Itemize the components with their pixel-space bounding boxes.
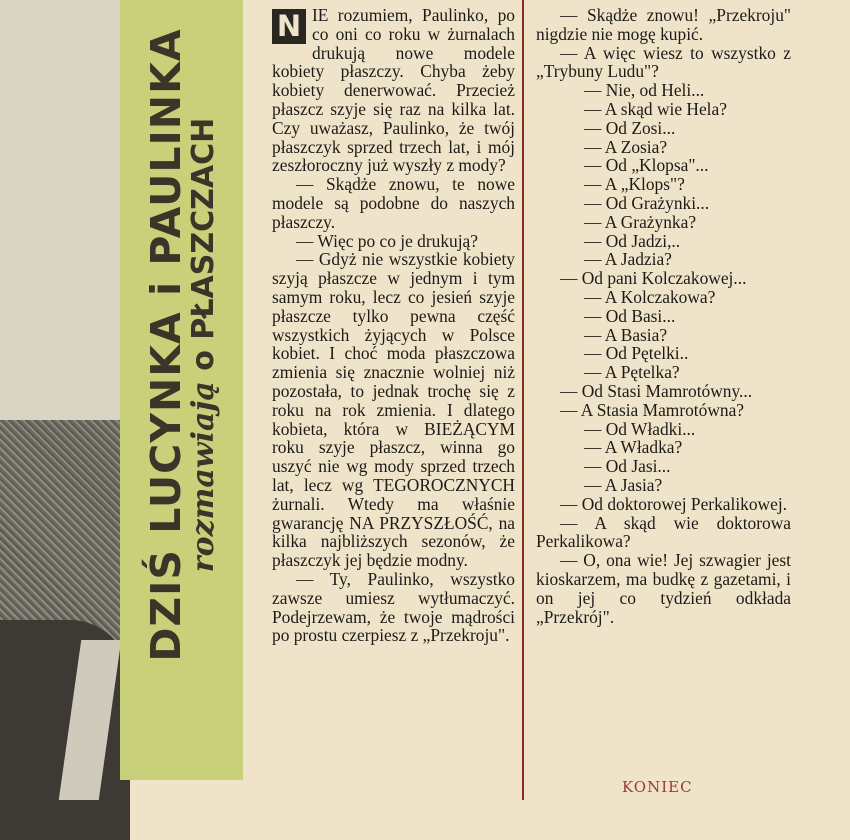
paragraph: — A więc wiesz to wszystko z „Trybuny Ludu"? [536, 42, 791, 82]
paragraph: — Od doktorowej Perkalikowej. [560, 493, 788, 514]
paragraph: — Od Stasi Mamrotówny... [560, 380, 753, 401]
dialogue-line: — Od Władki... [584, 418, 696, 439]
dialogue-line: — A skąd wie Hela? [584, 98, 727, 119]
dialogue-line: — Nie, od Heli... [584, 80, 705, 101]
title-sub-italic: rozmawiają [185, 381, 221, 573]
title-sub [185, 117, 221, 573]
title-main: DZIŚ LUCYNKA i PAULINKA [141, 28, 190, 662]
title-sub-rest: o PŁASZCZACH [185, 117, 221, 371]
end-mark: KONIEC [622, 778, 693, 796]
dialogue-line: — Od Pętelki.. [584, 343, 689, 364]
dialogue-line: — A Jasia? [584, 474, 663, 495]
text-column-2 [536, 6, 791, 626]
dialogue-line: — Od „Klopsa"... [584, 155, 709, 176]
dialogue-line: — A Grażynka? [584, 211, 697, 232]
paragraph: — Ty, Paulinko, wszystko zawsze umiesz wytłumaczyć. Podejrzewam, że twoje mądrości po prostu czerpiesz z „Przekroju". [272, 568, 515, 646]
dialogue-line: — A Pętelka? [584, 362, 680, 383]
dialogue-line: — A „Klops"? [584, 174, 685, 195]
dialogue-line: — A Zosia? [584, 136, 668, 157]
dialogue-line: — Od Zosi... [584, 117, 676, 138]
paragraph: — Skądże znowu, te nowe modele są podobne do naszych płaszczy. [272, 174, 515, 232]
dialogue-line: — Od Grażynki... [584, 192, 710, 213]
column-rule [522, 0, 524, 800]
paragraph: — A Stasia Mamrotówna? [560, 399, 745, 420]
dialogue-line: — Od Jadzi,.. [584, 230, 681, 251]
paragraph: — Więc po co je drukują? [296, 230, 478, 251]
photo-strip [0, 0, 120, 800]
paragraph: — O, ona wie! Jej szwagier jest kioskarzem, ma budkę z gazetami, i on jej co tydzień odkłada „Przekrój". [536, 550, 791, 627]
dialogue-line: — Od Basi... [584, 305, 676, 326]
paragraph: — Od pani Kolczakowej... [560, 268, 747, 289]
text-column-1 [272, 6, 515, 645]
article-title [138, 28, 226, 662]
drop-cap: N [272, 9, 306, 44]
paragraph: N IE rozumiem, Paulinko, po co oni co roku w żurnalach drukują nowe modele kobiety płaszczy. Chyba żeby kobiety denerwować. Przecież płaszcz szyje się raz na kilka lat. Czy uważasz, Paulinko, że twój płaszczyk sprzed trzech lat, i mój zeszłoroczny już wyszły z mody? [272, 5, 515, 176]
dialogue-line: — A Basia? [584, 324, 668, 345]
dialogue-line: — Od Jasi... [584, 456, 671, 477]
paragraph: — Skądże znowu! „Przekroju" nigdzie nie mogę kupić. [536, 5, 791, 44]
paragraph: — Gdyż nie wszystkie kobiety szyją płaszcze w jednym i tym samym roku, lecz co jesień szyje płaszcze tylko pewna część wszystkich żyjących w Polsce kobiet. I choć moda płaszczowa zmienia się znacznie wolniej niż pozostała, to jednak trochę się z roku na rok zmienia. I dlatego kobieta, która w BIEŻĄCYM roku szyje płaszcz, winna go uszyć nie wg mody sprzed trzech lat, lecz wg TEGOROCZNYCH żurnali. Wtedy ma właśnie gwarancję NA PRZYSZŁOŚĆ, na kilka najbliższych sezonów, że płaszczyk jej będzie modny. [272, 249, 515, 571]
dialogue-line: — A Kolczakowa? [584, 286, 716, 307]
paragraph: — A skąd wie doktorowa Perkalikowa? [536, 512, 791, 552]
dialogue-line: — A Władka? [584, 437, 683, 458]
dialogue-line: — A Jadzia? [584, 249, 672, 270]
